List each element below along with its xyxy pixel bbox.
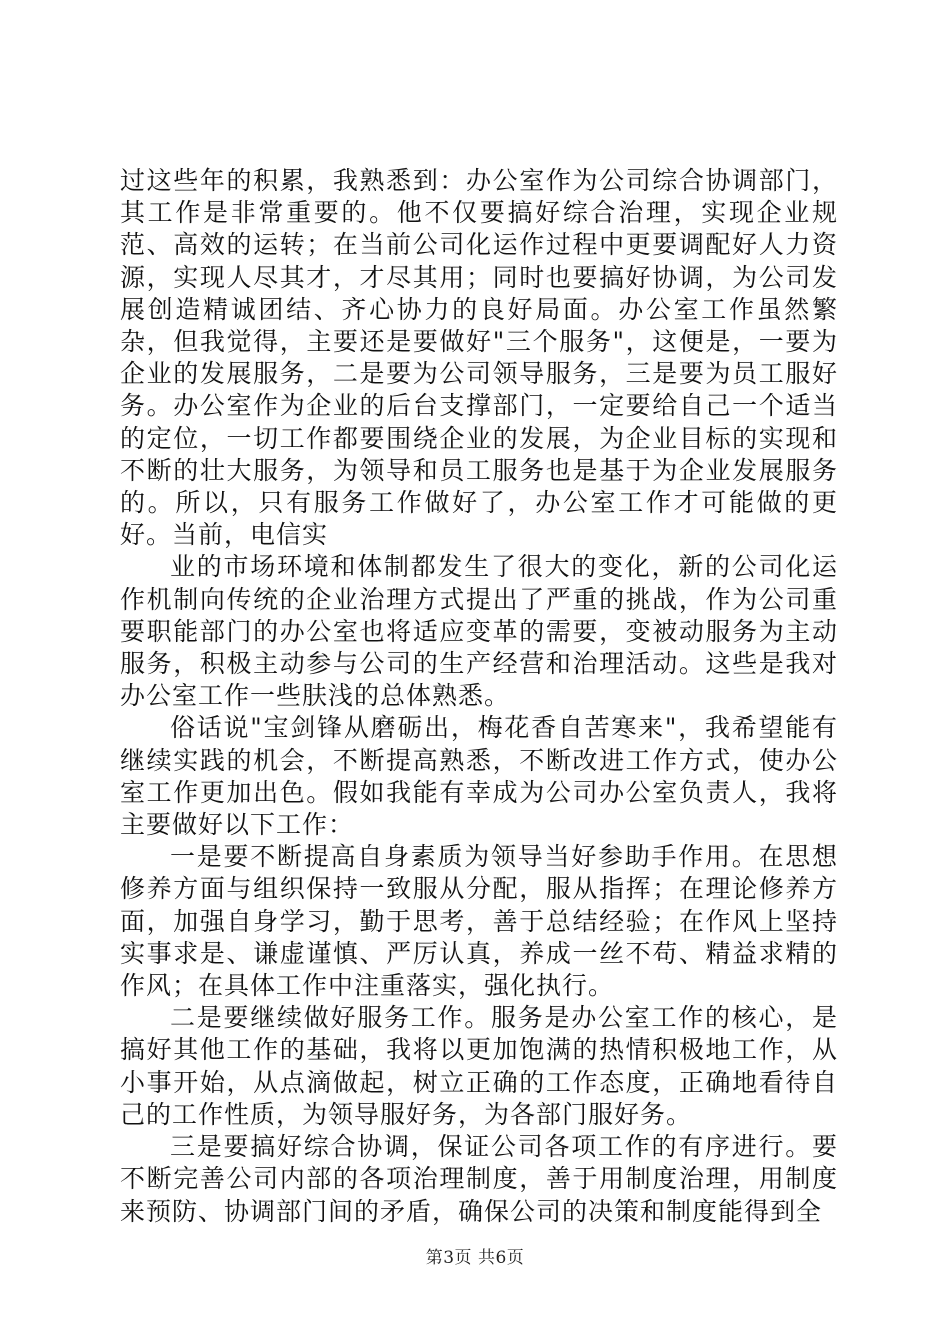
paragraph-4: 一是要不断提高自身素质为领导当好参助手作用。在思想修养方面与组织保持一致服从分配，服从指挥；在理论修养方面，加强自身学习，勤于思考，善于总结经验；在作风上坚持实事求是、谦虚谨慎、严厉认真，养成一丝不苟、精益求精的作风；在具体工作中注重落实，强化执行。 [120,842,838,1001]
document-body [120,165,838,1228]
paragraph-1: 过这些年的积累，我熟悉到：办公室作为公司综合协调部门，其工作是非常重要的。他不仅要搞好综合治理，实现企业规范、高效的运转；在当前公司化运作过程中更要调配好人力资源，实现人尽其才，才尽其用；同时也要搞好协调，为公司发展创造精诚团结、齐心协力的良好局面。办公室工作虽然繁杂，但我觉得，主要还是要做好"三个服务"，这便是，一要为企业的发展服务，二是要为公司领导服务，三是要为员工服好务。办公室作为企业的后台支撑部门，一定要给自己一个适当的定位，一切工作都要围绕企业的发展，为企业目标的实现和不断的壮大服务，为领导和员工服务也是基于为企业发展服务的。所以，只有服务工作做好了，办公室工作才可能做的更好。当前，电信实 [120,166,838,550]
paragraph-2: 业的市场环境和体制都发生了很大的变化，新的公司化运作机制向传统的企业治理方式提出了严重的挑战，作为公司重要职能部门的办公室也将适应变革的需要，变被动服务为主动服务，积极主动参与公司的生产经营和治理活动。这些是我对办公室工作一些肤浅的总体熟悉。 [120,552,838,711]
paragraph-3: 俗话说"宝剑锋从磨砺出，梅花香自苦寒来"，我希望能有继续实践的机会，不断提高熟悉，不断改进工作方式，使办公室工作更加出色。假如我能有幸成为公司办公室负责人，我将主要做好以下工作： [120,713,838,840]
paragraph-5: 二是要继续做好服务工作。服务是办公室工作的核心，是搞好其他工作的基础，我将以更加饱满的热情积极地工作，从小事开始，从点滴做起，树立正确的工作态度，正确地看待自己的工作性质，为领导服好务，为各部门服好务。 [120,1003,838,1129]
paragraph-6: 三是要搞好综合协调，保证公司各项工作的有序进行。要不断完善公司内部的各项治理制度，善于用制度治理，用制度来预防、协调部门间的矛盾，确保公司的决策和制度能得到全 [120,1132,838,1226]
page-number-footer: 第3页 共6页 [425,1248,525,1268]
